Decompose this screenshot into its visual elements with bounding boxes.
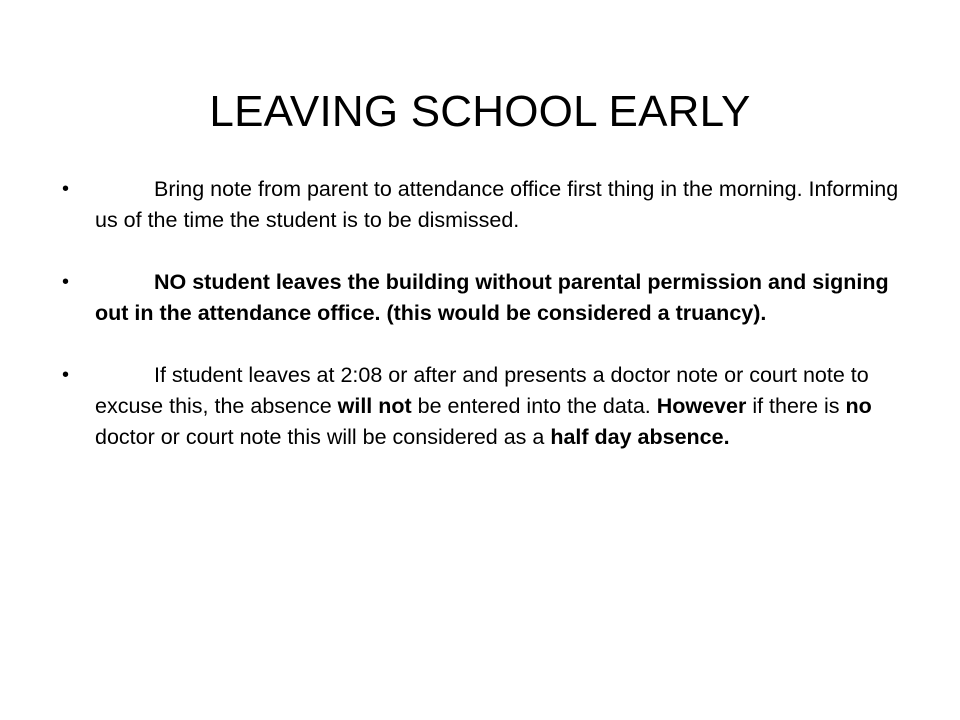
bullet-3-emphasis-will-not: will not — [337, 394, 412, 418]
bullet-icon: • — [62, 178, 70, 200]
bullet-3-text: be entered into the data. — [411, 394, 657, 418]
bullet-icon: • — [62, 364, 70, 386]
bullet-icon: • — [62, 271, 70, 293]
bullet-item-2 — [62, 267, 912, 329]
bullet-list — [62, 174, 912, 453]
slide-title: LEAVING SCHOOL EARLY — [209, 87, 751, 136]
bullet-3-emphasis-half-day: half day absence. — [550, 425, 730, 449]
bullet-item-3 — [62, 360, 912, 453]
bullet-3-emphasis-no: no — [845, 394, 872, 418]
bullet-3-text: doctor or court note this will be considered as a — [95, 425, 551, 449]
bullet-2-text: NO student leaves the building without parental permission and signing out in the attendance office. (this would be considered a truancy). — [95, 270, 889, 325]
bullet-3-text: If student leaves at 2:08 or after and presents a doctor note or court note to excuse this, the absence — [95, 363, 869, 418]
bullet-3-text: if there is — [746, 394, 846, 418]
bullet-1-text: Bring note from parent to attendance office first thing in the morning. Informing us of the time the student is to be dismissed. — [95, 177, 899, 232]
bullet-3-emphasis-however: However — [656, 394, 747, 418]
bullet-item-1 — [62, 174, 912, 236]
